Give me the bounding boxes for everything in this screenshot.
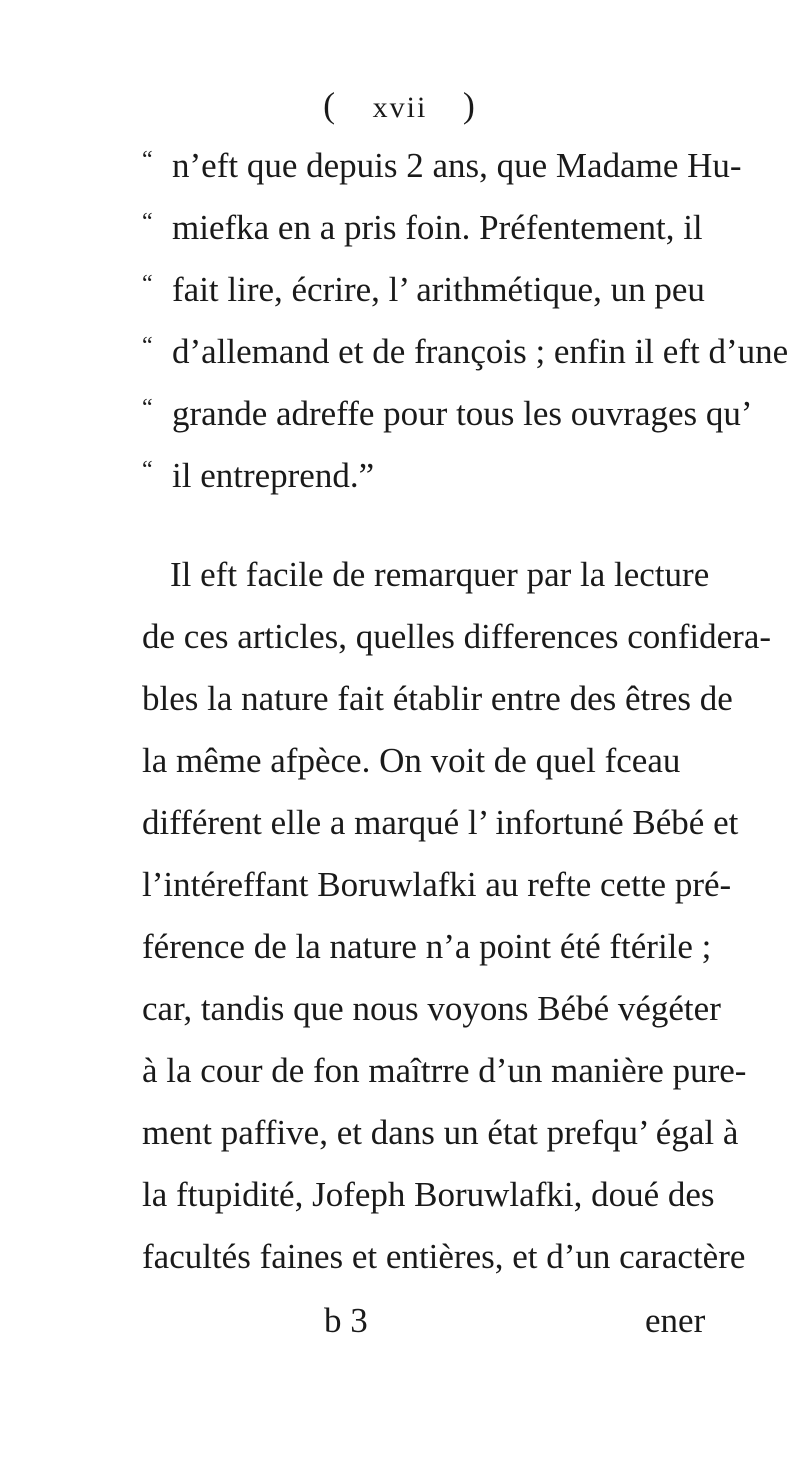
quoted-line [142, 458, 722, 493]
quote-mark: “ [142, 209, 153, 235]
paragraph-line: Il eft facile de remarquer par la lecture [170, 555, 710, 594]
paragraph-line: facultés faines et entières, et d’un caractère [142, 1237, 746, 1276]
quote-mark: “ [142, 271, 153, 297]
paragraph-line: férence de la nature n’a point été ftérile ; [142, 927, 712, 966]
quoted-line [142, 332, 789, 371]
quoted-line-text: miefka en a pris foin. Préfentement, il [172, 208, 703, 247]
quoted-line-text: grande adreffe pour tous les ouvrages qu’ [172, 394, 753, 433]
quoted-line [142, 146, 742, 185]
header-close-paren: ) [462, 85, 477, 125]
page-header [0, 84, 800, 126]
quoted-line [142, 394, 753, 433]
paragraph-line: bles la nature fait établir entre des êtres de [142, 679, 733, 718]
paragraph-line: la ftupidité, Jofeph Boruwlafki, doué des [142, 1175, 715, 1214]
paragraph-line: à la cour de fon maîtrre d’un manière pure- [142, 1051, 747, 1090]
paragraph-line: car, tandis que nous voyons Bébé végéter [142, 989, 721, 1028]
signature-mark: b 3 [324, 1301, 368, 1340]
page-number: xvii [372, 91, 428, 124]
quoted-line [142, 210, 722, 245]
quote-mark: “ [142, 147, 153, 173]
paragraph-line: la même afpèce. On voit de quel fceau [142, 741, 681, 780]
quote-mark: “ [142, 457, 153, 483]
quoted-line [142, 272, 722, 307]
quoted-line-text: il entreprend.” [172, 456, 375, 495]
quoted-line-text: n’eft que depuis 2 ans, que Madame Hu- [172, 146, 742, 185]
quote-mark: “ [142, 333, 153, 359]
quoted-line-text: d’allemand et de françois ; enfin il eft d’une [172, 332, 789, 371]
paragraph-line: de ces articles, quelles differences confidera- [142, 617, 772, 656]
catchword: ener [645, 1301, 706, 1340]
paragraph-line: différent elle a marqué l’ infortuné Bébé et [142, 803, 739, 842]
quoted-line-text: fait lire, écrire, l’ arithmétique, un peu [172, 270, 705, 309]
header-open-paren: ( [323, 85, 338, 125]
paragraph-line: l’intéreffant Boruwlafki au refte cette pré- [142, 865, 732, 904]
quote-mark: “ [142, 395, 153, 421]
paragraph-line: ment paffive, et dans un état prefqu’ égal à [142, 1113, 739, 1152]
